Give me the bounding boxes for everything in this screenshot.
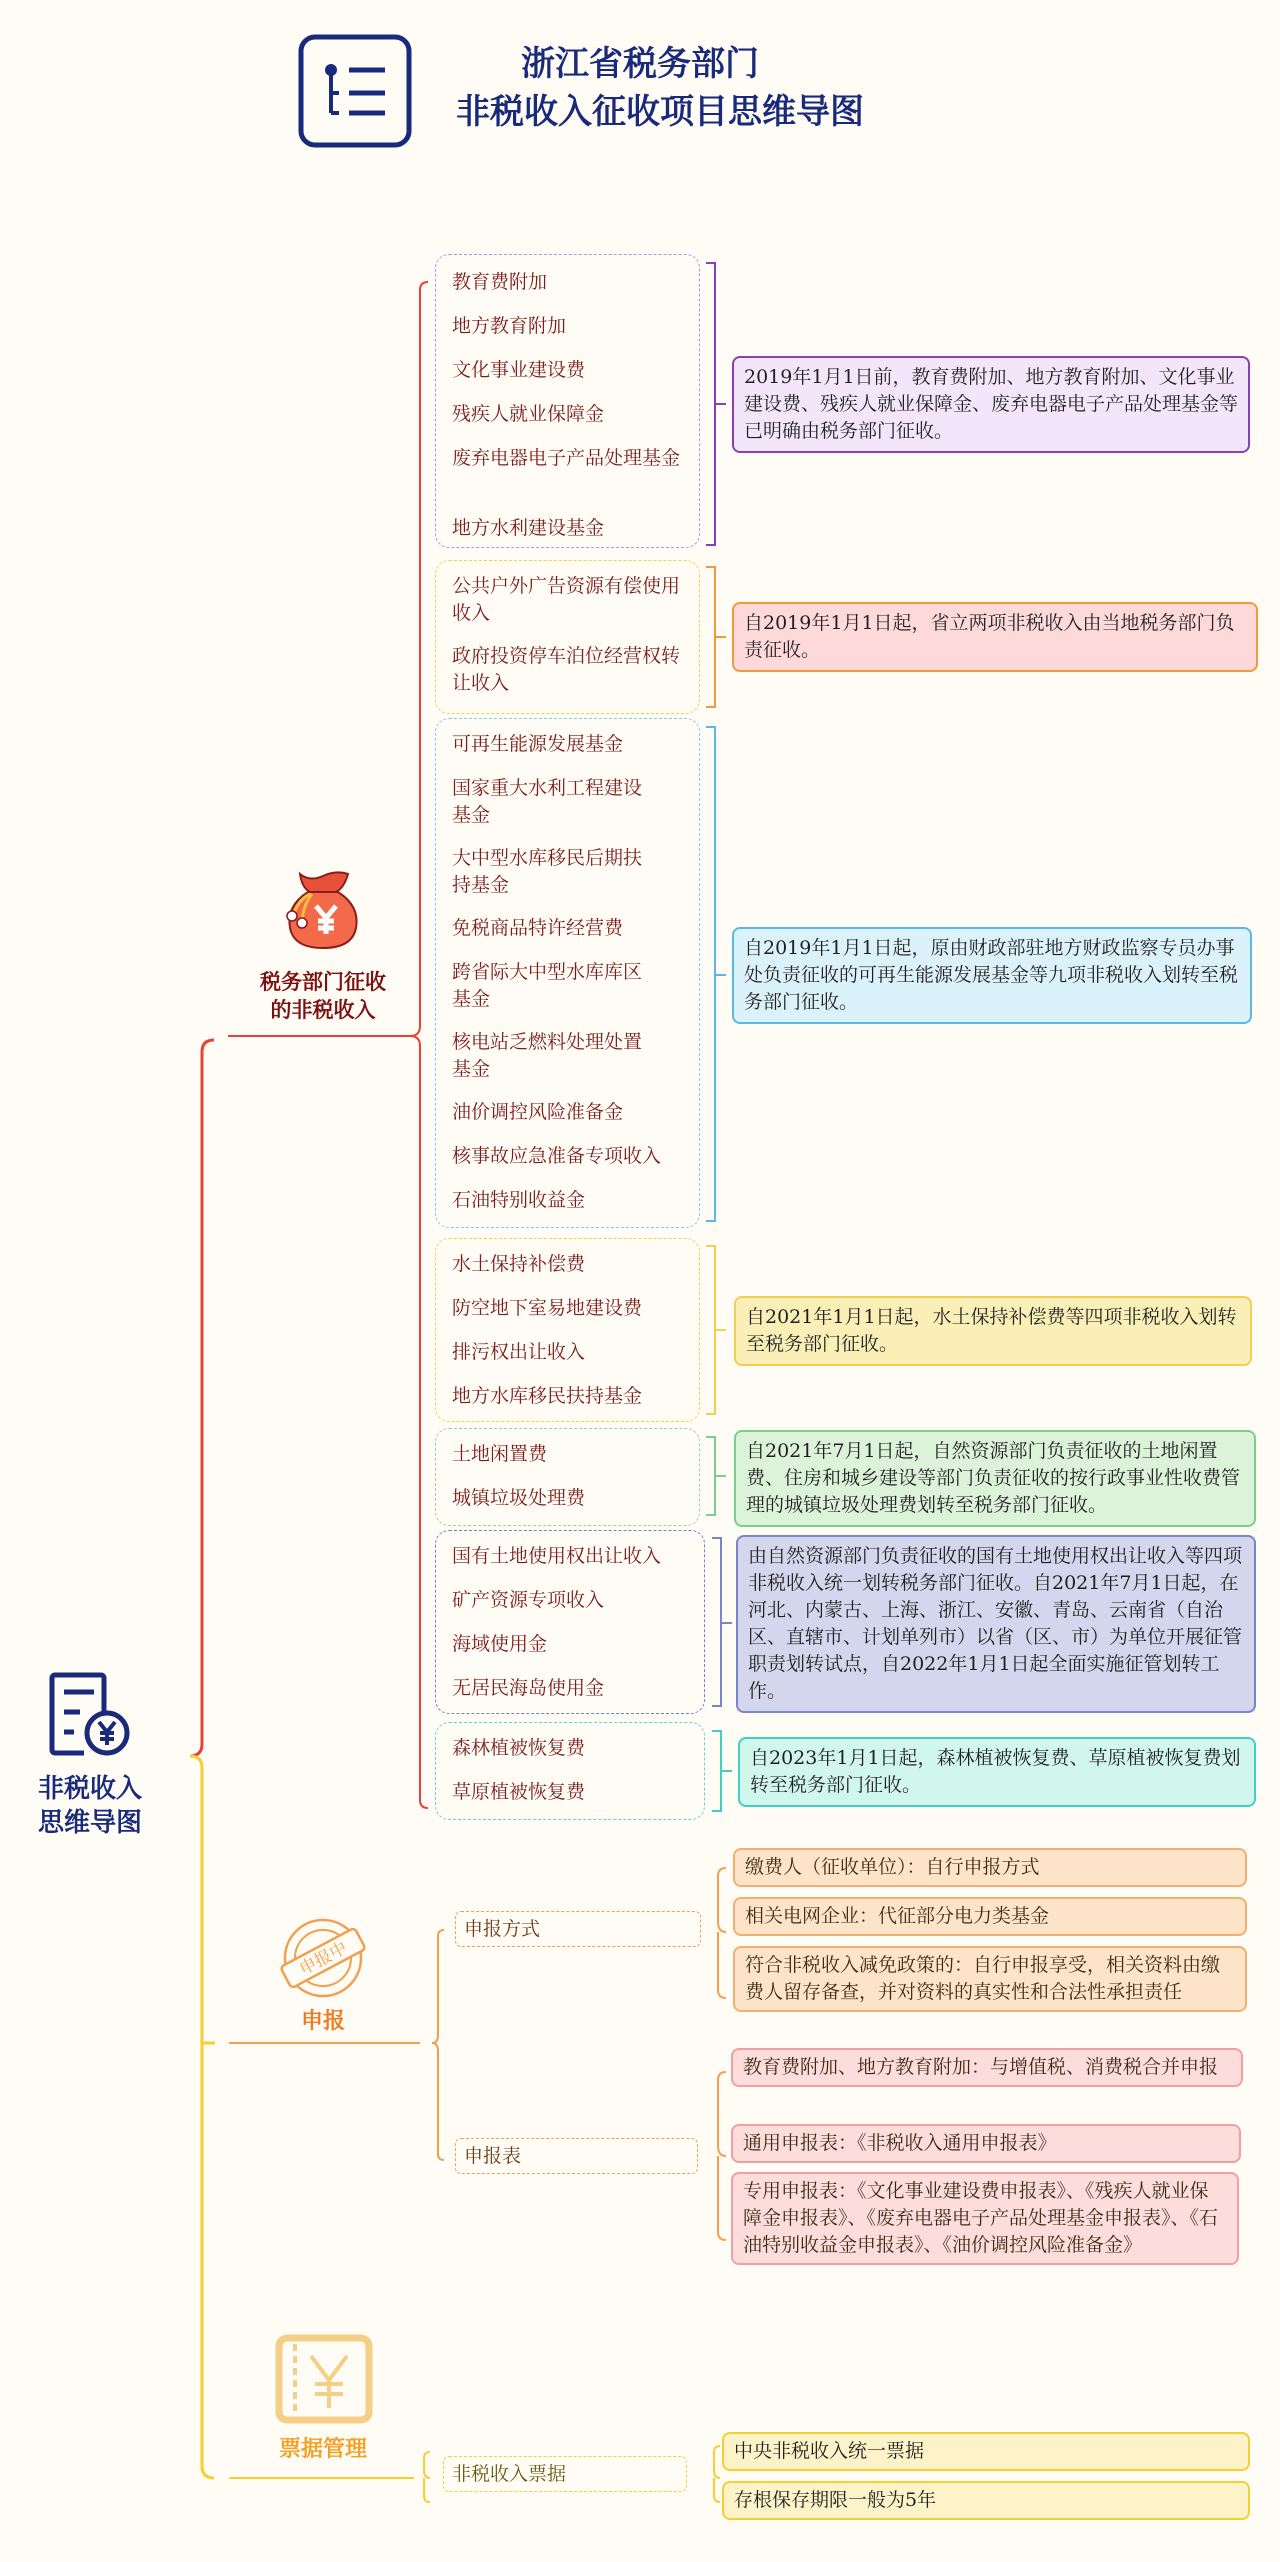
- group-2023: [435, 1722, 705, 1820]
- list-item[interactable]: 森林植被恢复费: [452, 1737, 586, 1759]
- list-item[interactable]: 地方教育附加: [452, 315, 567, 337]
- group-bracket: [712, 1730, 722, 1812]
- group-2021-jul: [435, 1428, 700, 1526]
- list-item[interactable]: 防空地下室易地建设费: [452, 1297, 643, 1319]
- list-item[interactable]: 油价调控风险准备金: [452, 1101, 624, 1123]
- sub-node-nontax-receipt[interactable]: 非税收入票据: [443, 2456, 687, 2492]
- list-item[interactable]: 免税商品特许经营费: [452, 917, 624, 939]
- branch-2-label: 申报: [300, 2009, 345, 2034]
- list-item[interactable]: 国有土地使用权出让收入: [452, 1545, 662, 1567]
- group-bracket-tick: [722, 1770, 732, 1772]
- list-item[interactable]: 水土保持补偿费: [452, 1253, 586, 1275]
- group-note: 由自然资源部门负责征收的国有土地使用权出让收入等四项非税收入统一划转税务部门征收。自2021年7月1日起，在河北、内蒙古、上海、浙江、安徽、青岛、云南省（自治区、直辖市、计划单列市）以省（区、市）为单位开展征管职责划转试点，自2022年1月1日起全面实施征管划转工作。: [736, 1535, 1256, 1713]
- group-bracket-tick: [716, 1329, 726, 1331]
- group-bracket: [712, 1537, 722, 1707]
- list-item[interactable]: 草原植被恢复费: [452, 1781, 586, 1803]
- group-natural-resources: [435, 1530, 705, 1714]
- list-item[interactable]: 城镇垃圾处理费: [452, 1487, 586, 1509]
- list-item[interactable]: 公共户外广告资源有偿使用收入: [452, 575, 681, 624]
- branch-1-label-line2: 的非税收入: [270, 998, 376, 1022]
- group-bracket: [706, 1436, 716, 1516]
- group-bracket-tick: [716, 974, 726, 976]
- leaf-node[interactable]: 符合非税收入减免政策的：自行申报享受，相关资料由缴费人留存备查，并对资料的真实性和合法性承担责任: [733, 1946, 1247, 2012]
- branch-1-label-line1: 税务部门征收: [260, 970, 386, 994]
- page-title-line1: 浙江省税务部门: [521, 44, 759, 84]
- leaf-node[interactable]: 教育费附加、地方教育附加：与增值税、消费税合并申报: [731, 2048, 1243, 2087]
- list-item[interactable]: 无居民海岛使用金: [452, 1677, 605, 1699]
- list-item[interactable]: 跨省际大中型水库库区基金: [452, 961, 643, 1010]
- list-item[interactable]: 石油特别收益金: [452, 1189, 586, 1211]
- leaf-node[interactable]: 专用申报表：《文化事业建设费申报表》、《残疾人就业保障金申报表》、《废弃电器电子产品处理基金申报表》、《石油特别收益金申报表》、《油价调控风险准备金》: [731, 2172, 1239, 2265]
- leaf-node[interactable]: 相关电网企业：代征部分电力类基金: [733, 1897, 1247, 1936]
- list-item[interactable]: 矿产资源专项收入: [452, 1589, 605, 1611]
- sub-node-declaration-form[interactable]: 申报表: [455, 2138, 698, 2174]
- group-pre-2019: [435, 254, 700, 548]
- list-item[interactable]: 核事故应急准备专项收入: [452, 1145, 662, 1167]
- list-item[interactable]: 可再生能源发展基金: [452, 733, 624, 755]
- group-note: 自2019年1月1日起，省立两项非税收入由当地税务部门负责征收。: [732, 602, 1258, 672]
- group-provincial-2019: [435, 560, 700, 714]
- page-title-line2: 非税收入征收项目思维导图: [456, 92, 864, 132]
- branch-tax-dept-collected[interactable]: [228, 860, 418, 1030]
- leaf-node[interactable]: 缴费人（征收单位）：自行申报方式: [733, 1848, 1247, 1887]
- list-item[interactable]: 海域使用金: [452, 1633, 548, 1655]
- list-item[interactable]: 国家重大水利工程建设基金: [452, 777, 643, 826]
- group-bracket: [706, 726, 716, 1222]
- list-item[interactable]: 排污权出让收入: [452, 1341, 586, 1363]
- stamp-text: 申报中: [296, 1938, 351, 1980]
- money-bag-icon: [278, 866, 368, 952]
- group-mof-transfer-2019: [435, 718, 700, 1228]
- list-item[interactable]: 政府投资停车泊位经营权转让收入: [452, 645, 681, 694]
- group-bracket-tick: [716, 403, 726, 405]
- list-item[interactable]: 文化事业建设费: [452, 359, 586, 381]
- list-item[interactable]: 土地闲置费: [452, 1443, 548, 1465]
- root-label-line1: 非税收入: [37, 1774, 142, 1804]
- root-label-line2: 思维导图: [37, 1808, 142, 1838]
- group-note: 自2023年1月1日起，森林植被恢复费、草原植被恢复费划转至税务部门征收。: [738, 1737, 1256, 1807]
- list-item[interactable]: 大中型水库移民后期扶持基金: [452, 847, 643, 896]
- group-bracket-tick: [716, 1475, 726, 1477]
- list-item[interactable]: 废弃电器电子产品处理基金: [452, 447, 681, 469]
- list-item[interactable]: 地方水利建设基金: [452, 517, 605, 539]
- receipt-yuan-icon: [273, 2334, 373, 2424]
- list-item[interactable]: 地方水库移民扶持基金: [452, 1385, 643, 1407]
- branch-declaration[interactable]: [228, 1910, 418, 2038]
- list-item[interactable]: 残疾人就业保障金: [452, 403, 605, 425]
- group-bracket: [706, 566, 716, 708]
- group-bracket: [706, 1245, 716, 1415]
- leaf-node[interactable]: 存根保存期限一般为5年: [722, 2481, 1250, 2520]
- group-note: 自2021年7月1日起，自然资源部门负责征收的土地闲置费、住房和城乡建设等部门负责征收的按行政事业性收费管理的城镇垃圾处理费划转至税务部门征收。: [734, 1430, 1256, 1527]
- group-2021-jan: [435, 1238, 700, 1422]
- group-note: 2019年1月1日前，教育费附加、地方教育附加、文化事业建设费、残疾人就业保障金、废弃电器电子产品处理基金等已明确由税务部门征收。: [732, 356, 1250, 453]
- group-note: 自2021年1月1日起，水土保持补偿费等四项非税收入划转至税务部门征收。: [734, 1296, 1252, 1366]
- sub-node-declaration-method[interactable]: 申报方式: [455, 1911, 701, 1947]
- stamp-icon: [273, 1916, 373, 2002]
- group-bracket: [706, 262, 716, 546]
- branch-receipt-management[interactable]: [228, 2330, 418, 2470]
- leaf-node[interactable]: 通用申报表：《非税收入通用申报表》: [731, 2124, 1241, 2163]
- group-bracket-tick: [722, 1622, 732, 1624]
- list-item[interactable]: 教育费附加: [452, 271, 548, 293]
- group-bracket-tick: [716, 636, 726, 638]
- branch-3-label: 票据管理: [278, 2437, 367, 2462]
- leaf-node[interactable]: 中央非税收入统一票据: [722, 2432, 1250, 2471]
- group-note: 自2019年1月1日起，原由财政部驻地方财政监察专员办事处负责征收的可再生能源发展基金等九项非税收入划转至税务部门征收。: [732, 927, 1252, 1024]
- list-item[interactable]: 核电站乏燃料处理处置基金: [452, 1031, 643, 1080]
